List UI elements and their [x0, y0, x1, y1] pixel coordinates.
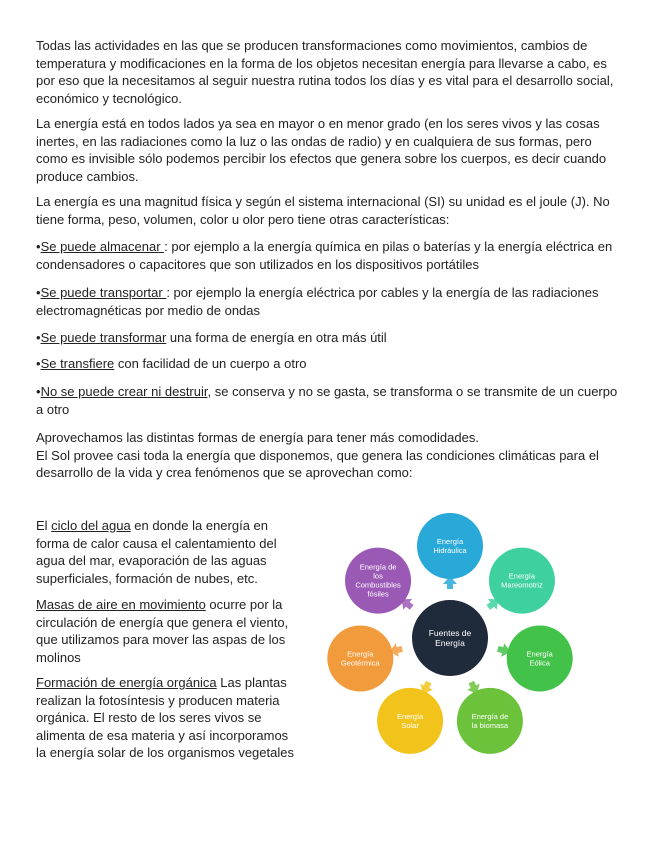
- bullet-text: con facilidad de un cuerpo a otro: [114, 356, 307, 371]
- energy-node-label: los: [373, 571, 383, 581]
- energy-node-label: Energía de: [359, 562, 397, 572]
- example-masas-aire: [36, 596, 298, 666]
- energy-node-label: Solar: [401, 720, 419, 730]
- intro-paragraph-3: La energía es una magnitud física y según el sistema internacional (SI) su unidad es el joule (J). No tiene forma, peso, volumen, color u olor pero tiene otras características:: [36, 194, 610, 227]
- bullet-transfiere: [36, 355, 626, 373]
- energy-node: [507, 625, 573, 691]
- energy-node-label: Energía: [396, 711, 424, 721]
- example-energia-organica: [36, 674, 298, 762]
- intro-paragraph-1: Todas las actividades en las que se producen transformaciones como movimientos, cambios de temperatura y modificaciones en la forma de los objetos necesitan energía para llevarse a cabo, es por eso que la necesitamos al seguir nuestra rutina todos los días y es vital para el desarrollo social, económico y tecnológico.: [36, 38, 614, 106]
- example-term: Formación de energía orgánica: [36, 675, 217, 690]
- example-term: Masas de aire en movimiento: [36, 597, 206, 612]
- bullet-marker: •: [36, 330, 41, 345]
- outro-line-2: El Sol provee casi toda la energía que disponemos, que genera las condiciones climáticas para el desarrollo de la vida y crea fenómenos que se aprovechan como:: [36, 447, 599, 480]
- energy-node: [417, 513, 483, 579]
- energy-node-label: Energía: [508, 571, 536, 581]
- bullet-marker: •: [36, 285, 41, 300]
- bullet-transformar: [36, 329, 626, 347]
- energy-node: [377, 688, 443, 754]
- example-term: ciclo del agua: [51, 518, 131, 533]
- energy-sources-diagram: [318, 500, 618, 780]
- example-ciclo-agua: [36, 517, 298, 587]
- bullet-marker: •: [36, 384, 41, 399]
- example-text: ocurre por la circulación de energía que genera el viento, que utilizamos para mover las aspas de los molinos: [36, 597, 289, 665]
- center-node: [412, 600, 488, 676]
- energy-node-label: fósiles: [367, 589, 389, 599]
- bullet-marker: •: [36, 239, 41, 254]
- energy-node-label: la biomasa: [471, 720, 509, 730]
- bullet-text: : por ejemplo a la energía química en pilas o baterías y la energía eléctrica en condensadores o capacitores que son utilizados en los dispositivos portátiles: [36, 239, 613, 272]
- intro-paragraph-2: La energía está en todos lados ya sea en mayor o en menor grado (en los seres vivos y las cosas inertes, en las radiaciones como la luz o las ondas de radio) y en cualquiera de sus formas, pero como es invisible sólo podemos percibir los efectos que genera sobre los cuerpos, es decir cuando produce cambios.: [36, 116, 607, 184]
- bullet-text: : por ejemplo la energía eléctrica por cables y la energía de las radiaciones electromagnéticas por medio de ondas: [36, 285, 599, 318]
- center-node-label: Fuentes de: [428, 628, 472, 638]
- energy-node-label: Hidráulica: [433, 546, 467, 555]
- bullet-no-crear: [36, 383, 626, 418]
- example-text: Las plantas realizan la fotosíntesis y producen materia orgánica. El resto de los seres vivos se alimenta de esa materia y así incorporamos la energía solar de los organismos vegetales: [36, 675, 294, 760]
- bullet-transportar: [36, 284, 626, 319]
- bullet-term: Se transfiere: [40, 356, 115, 371]
- bullet-term: Se puede transportar: [40, 285, 167, 300]
- example-pre: El: [36, 518, 52, 533]
- bullet-almacenar: [36, 238, 626, 273]
- energy-node: [327, 625, 393, 691]
- bullet-marker: •: [36, 356, 41, 371]
- energy-node-label: Energía: [436, 537, 464, 546]
- energy-node-label: Energía: [526, 649, 553, 659]
- bullet-term: No se puede crear ni destruir: [40, 384, 208, 399]
- energy-node-label: Energía: [347, 649, 374, 659]
- energy-node-label: Mareomotriz: [501, 580, 543, 590]
- energy-node-label: Energía de: [471, 711, 509, 721]
- energy-node-label: Combustibles: [355, 580, 401, 590]
- energy-node: [489, 548, 555, 614]
- center-node-label: Energía: [435, 638, 465, 648]
- bullet-term: Se puede almacenar: [40, 239, 165, 254]
- bullet-text: una forma de energía en otra más útil: [166, 330, 387, 345]
- bullet-term: Se puede transformar: [40, 330, 167, 345]
- outro-line-1: Aprovechamos las distintas formas de energía para tener más comodidades.: [36, 430, 479, 445]
- energy-node: [457, 688, 523, 754]
- example-text: en donde la energía en forma de calor causa el calentamiento del agua del mar, evaporación de las aguas superficiales, formación de nubes, etc.: [36, 518, 277, 586]
- energy-node: [345, 548, 411, 614]
- bullet-text: , se conserva y no se gasta, se transforma o se transmite de un cuerpo a otro: [36, 384, 618, 417]
- energy-node-label: Geotérmica: [340, 658, 380, 668]
- outro-paragraph: [36, 429, 626, 482]
- energy-node-label: Eólica: [529, 658, 550, 668]
